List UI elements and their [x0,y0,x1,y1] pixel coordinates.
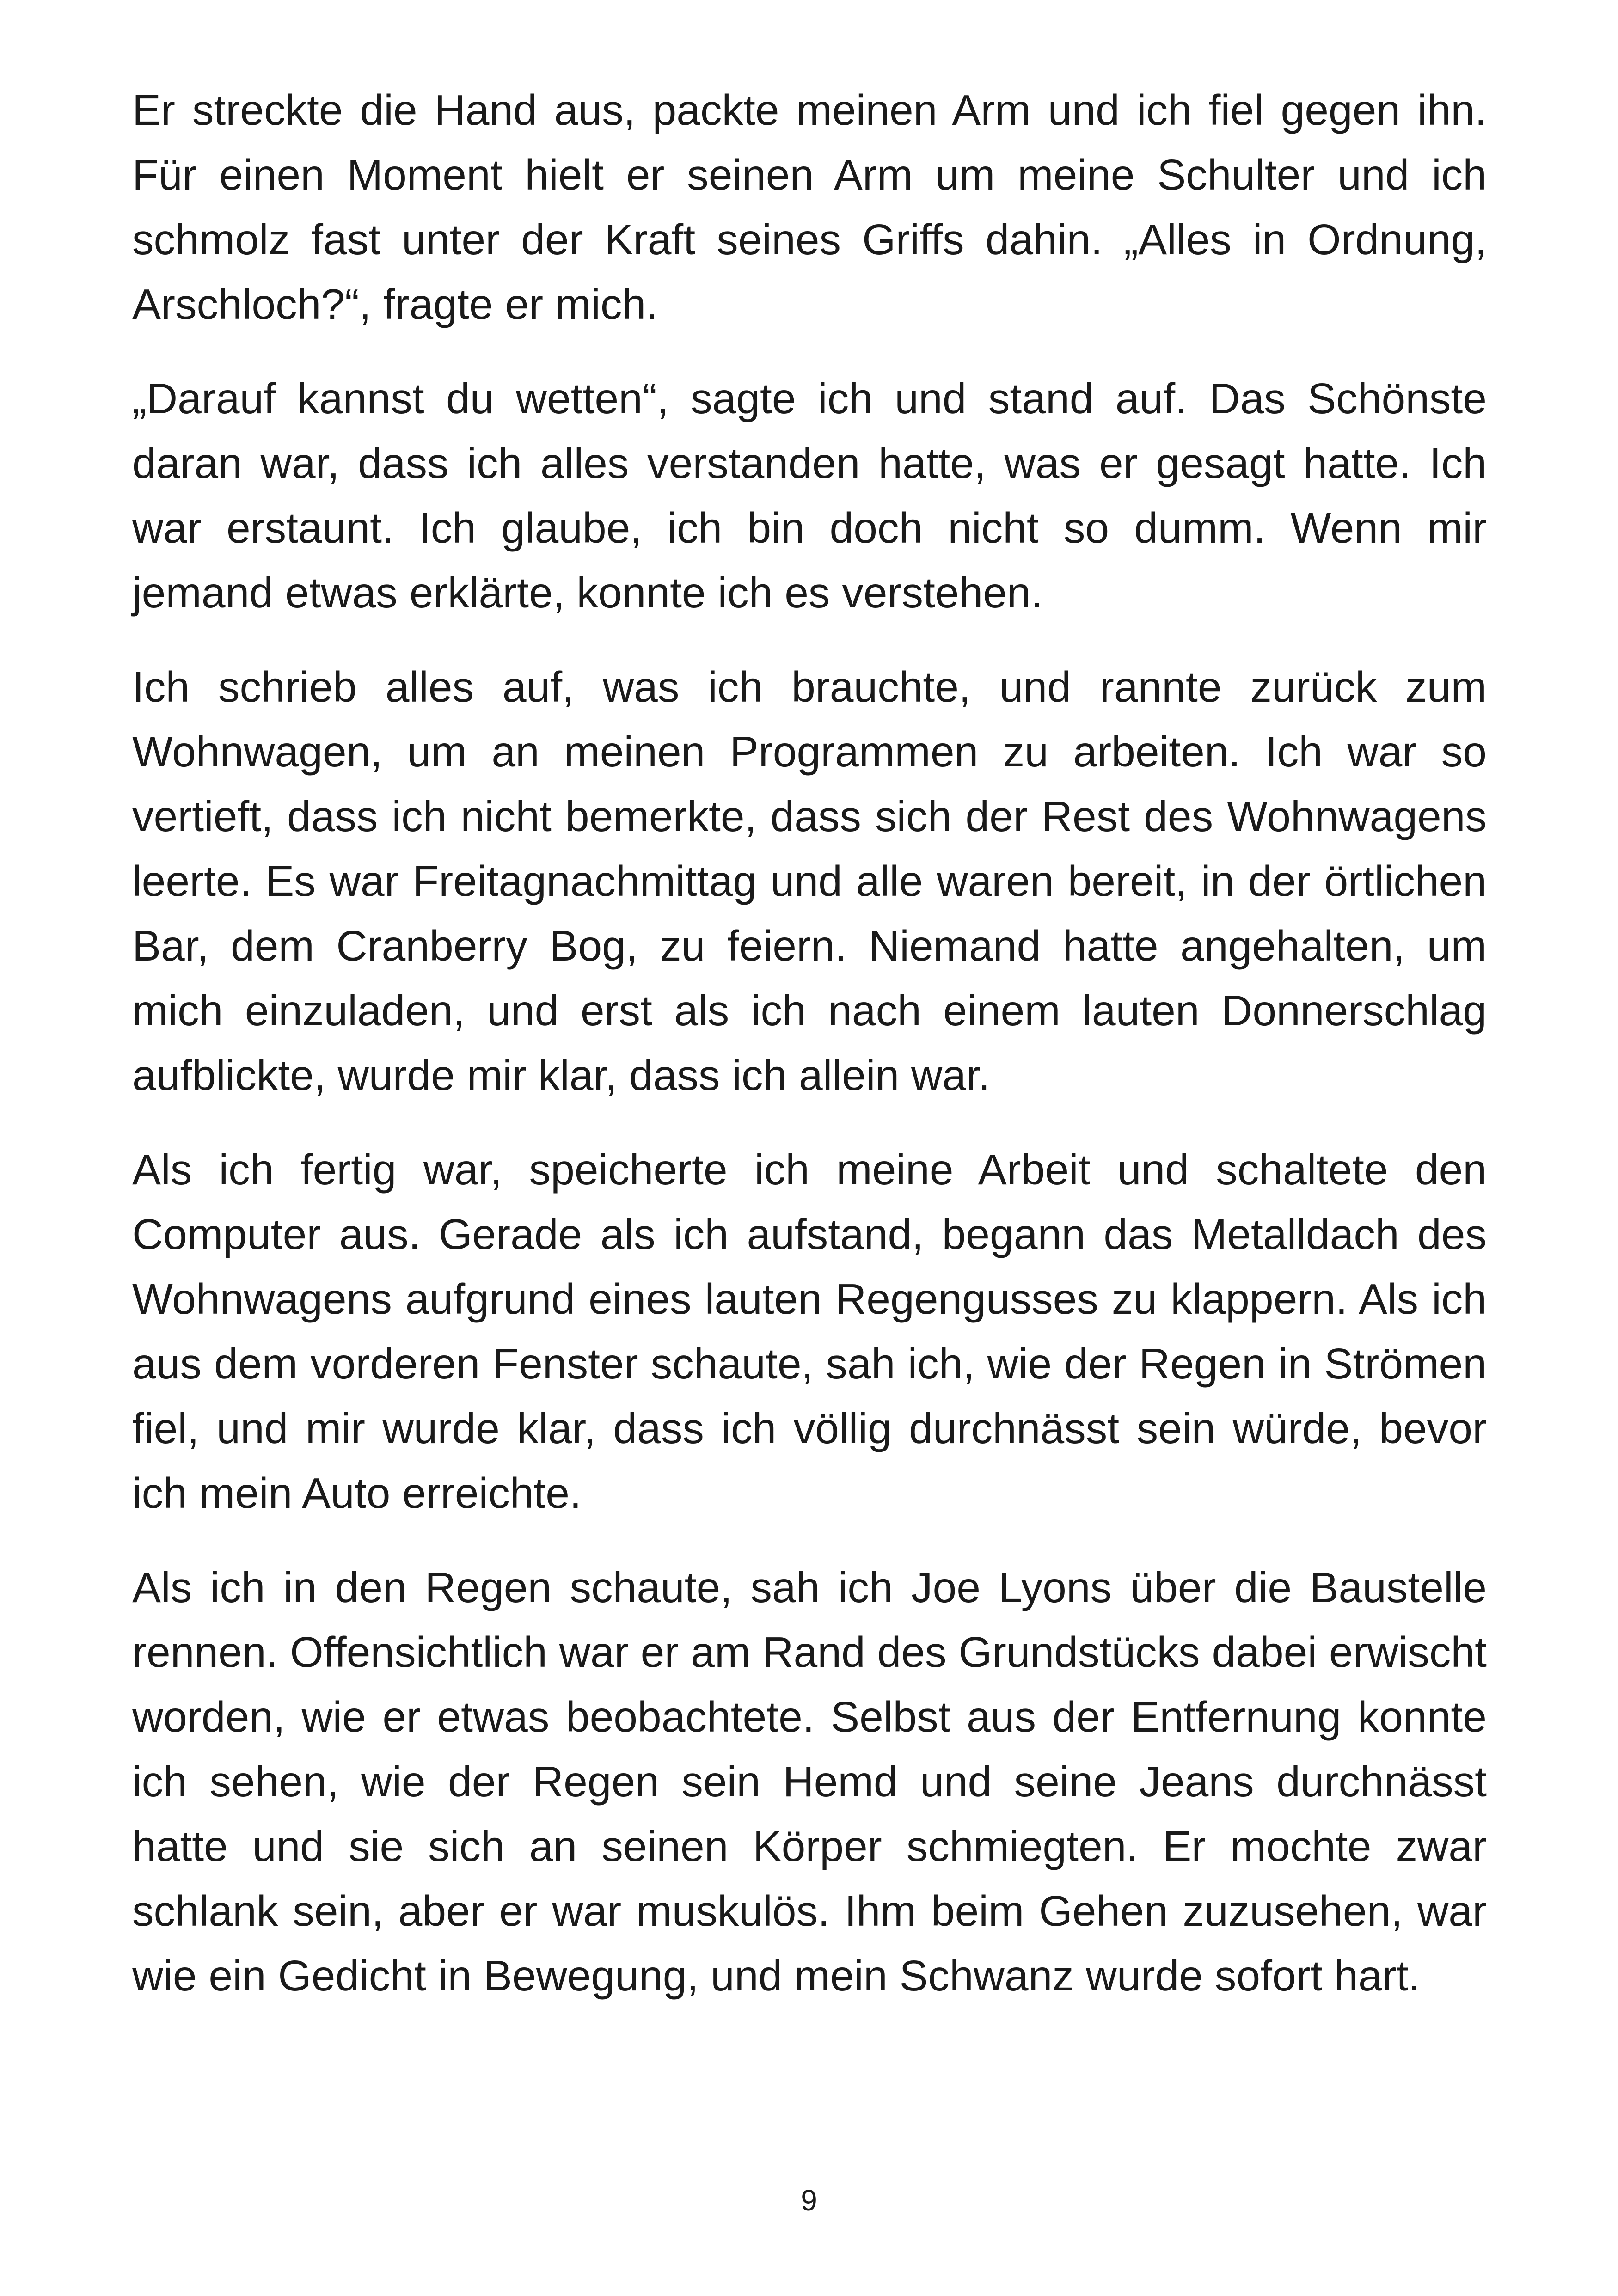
paragraph-1: Er streckte die Hand aus, packte meinen Arm und ich fiel gegen ihn. Für einen Moment hielt er seinen Arm um meine Schulter und ich schmolz fast unter der Kraft seines Griffs dahin. „Alles in Ordnung, Arschloch?“, fragte er mich. [132,86,1487,328]
page-number: 9 [801,2184,817,2217]
body-text [132,78,1487,2038]
paragraph-3: Ich schrieb alles auf, was ich brauchte, und rannte zurück zum Wohnwagen, um an meinen Programmen zu arbeiten. Ich war so vertieft, dass ich nicht bemerkte, dass sich der Rest des Wohnwagens leerte. Es war Freitagnachmittag und alle waren bereit, in der örtlichen Bar, dem Cranberry Bog, zu feiern. Niemand hatte angehalten, um mich einzuladen, und erst als ich nach einem lauten Donnerschlag aufblickte, wurde mir klar, dass ich allein war. [132,663,1487,1099]
paragraph-5: Als ich in den Regen schaute, sah ich Joe Lyons über die Baustelle rennen. Offensichtlich war er am Rand des Grundstücks dabei erwischt worden, wie er etwas beobachtete. Selbst aus der Entfernung konnte ich sehen, wie der Regen sein Hemd und seine Jeans durchnässt hatte und sie sich an seinen Körper schmiegten. Er mochte zwar schlank sein, aber er war muskulös. Ihm beim Gehen zuzusehen, war wie ein Gedicht in Bewegung, und mein Schwanz wurde sofort hart. [132,1563,1487,2000]
paragraph-2: „Darauf kannst du wetten“, sagte ich und stand auf. Das Schönste daran war, dass ich alles verstanden hatte, was er gesagt hatte. Ich war erstaunt. Ich glaube, ich bin doch nicht so dumm. Wenn mir jemand etwas erklärte, konnte ich es verstehen. [132,374,1487,617]
paragraph-4: Als ich fertig war, speicherte ich meine Arbeit und schaltete den Computer aus. Gerade als ich aufstand, begann das Metalldach des Wohnwagens aufgrund eines lauten Regengusses zu klappern. Als ich aus dem vorderen Fenster schaute, sah ich, wie der Regen in Strömen fiel, und mir wurde klar, dass ich völlig durchnässt sein würde, bevor ich mein Auto erreichte. [132,1145,1487,1517]
